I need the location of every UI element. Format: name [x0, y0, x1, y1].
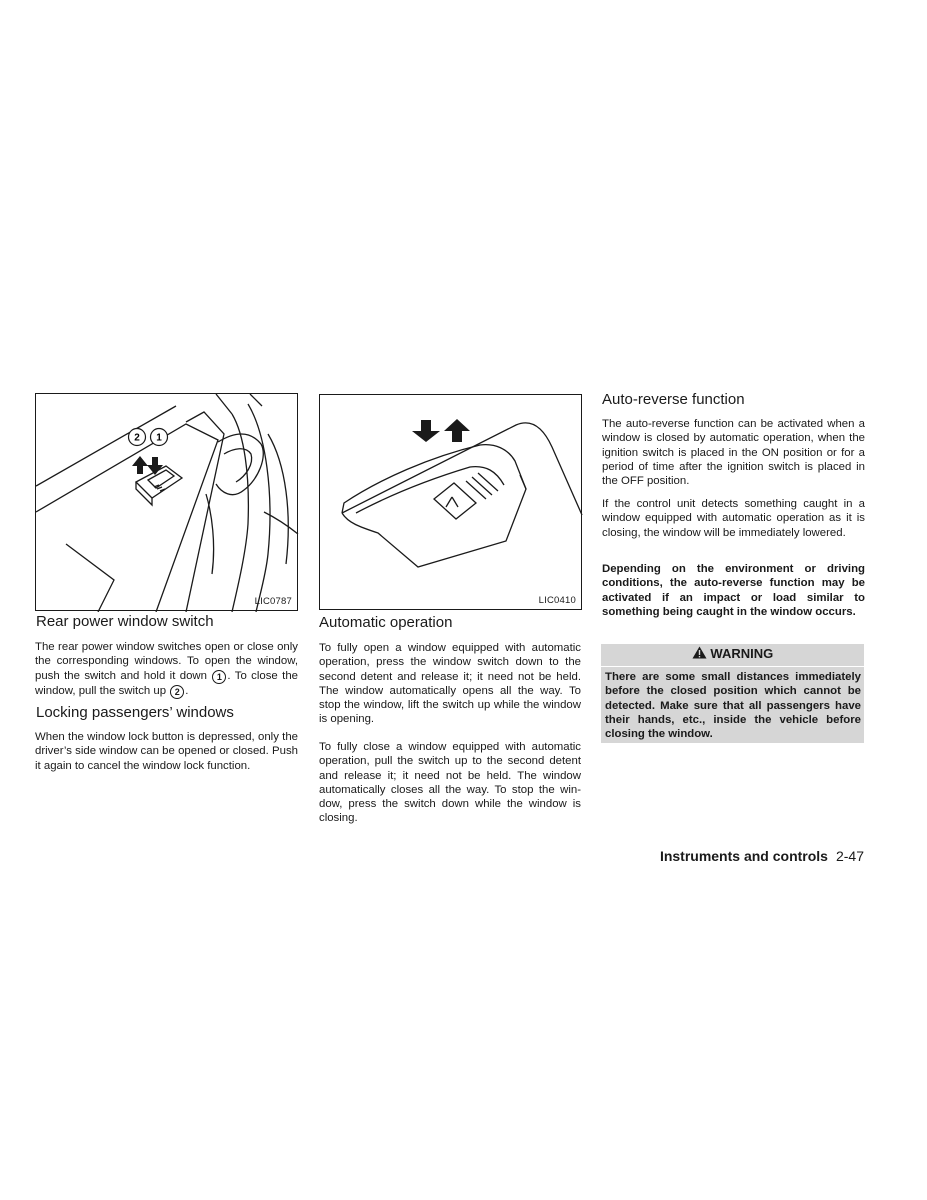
- page-footer: [660, 848, 864, 864]
- locking-passengers-windows-heading: Locking passengers’ windows: [36, 704, 234, 721]
- figure-code: LIC0410: [538, 595, 576, 606]
- auto-switch-illustration: [320, 395, 583, 611]
- auto-reverse-para-3: Depending on the environment or driving conditions, the auto-reverse function may be activated if an impact or load similar to something being caught in the window occurs.: [602, 563, 865, 618]
- automatic-operation-heading: Automatic operation: [319, 614, 453, 631]
- door-panel-illustration: [36, 394, 299, 612]
- figure-code: LIC0787: [254, 596, 292, 607]
- up-arrow-icon: [444, 419, 470, 442]
- callout-ref-2: 2: [170, 685, 184, 699]
- callout-ref-1: 1: [212, 670, 226, 684]
- footer-section-title: Instruments and controls: [659, 848, 828, 864]
- callout-1: 1: [156, 432, 162, 444]
- auto-reverse-para-1: The auto-reverse function can be activated when a window is closed by automatic operation, when the ignition switch is placed in the ON position or for a period of time after the ignition switch is placed in the OFF position.: [602, 418, 865, 488]
- rear-power-window-switch-heading: Rear power window switch: [36, 613, 214, 630]
- warning-label: WARNING: [710, 646, 774, 661]
- auto-reverse-function-heading: Auto-reverse function: [602, 391, 745, 408]
- callout-2: 2: [134, 432, 140, 444]
- automatic-operation-para-1: To fully open a window equipped with automatic operation, press the window switch down to the second detent and release it; it need not be held. The window automatically opens all the way. To stop the window, lift the switch up while the window is opening.: [319, 642, 581, 726]
- rear-power-window-switch-text: The rear power window switches open or close only the corresponding windows. To open the window, push the switch and hold it down 1 . To close the window, pull the switch up 2 .: [35, 641, 298, 697]
- rear-window-switch-figure: [35, 393, 298, 611]
- locking-passengers-windows-text: When the window lock button is depressed, only the driver’s side window can be opened or closed. Push it again to cancel the window lock function.: [35, 731, 298, 772]
- page-number: 2-47: [835, 848, 864, 864]
- warning-header: [601, 645, 864, 663]
- auto-reverse-para-2: If the control unit detects something caught in a window equipped with automatic operation as it is closing, the window will be immediately lowered.: [602, 498, 865, 539]
- up-arrow-icon: [132, 456, 148, 474]
- warning-divider: [601, 666, 864, 667]
- automatic-switch-figure: [319, 394, 582, 610]
- warning-text: There are some small distances immediately before the closed position which cannot be detected. Make sure that all passengers have their hands, etc., inside the vehicle before closing the window.: [605, 671, 861, 741]
- automatic-operation-para-2: To fully close a window equipped with automatic operation, pull the switch up to the second detent and release it; it need not be held. The window automatically closes all the way. To stop the window, press the switch down while the window is closing.: [319, 741, 581, 825]
- down-arrow-icon: [412, 420, 440, 442]
- warning-triangle-icon: [692, 646, 707, 659]
